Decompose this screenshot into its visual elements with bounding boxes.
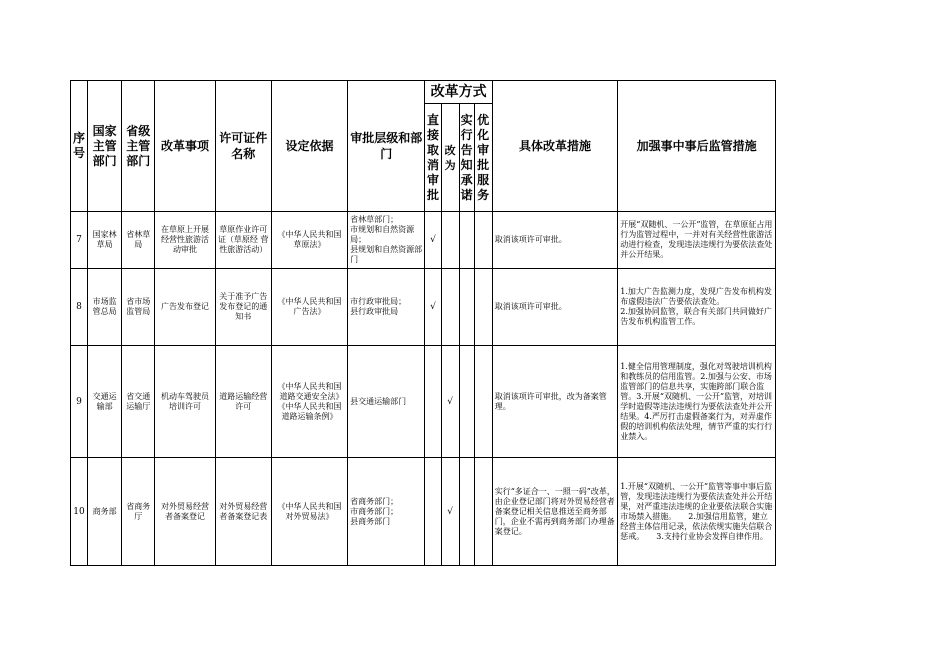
header-mode-cancel: 直接取消审批 bbox=[425, 104, 441, 212]
row-cancel-check bbox=[425, 458, 441, 566]
row-provincial-dept: 省林草局 bbox=[122, 212, 155, 269]
header-provincial-dept: 省级主管部门 bbox=[122, 81, 155, 212]
row-filing-check: √ bbox=[441, 346, 459, 458]
row-legal-basis: 《中华人民共和国草原法》 bbox=[271, 212, 347, 269]
header-reform-item: 改革事项 bbox=[155, 81, 215, 212]
row-seq: 8 bbox=[71, 269, 88, 346]
row-reform-item: 机动车驾驶员培训许可 bbox=[155, 346, 215, 458]
row-legal-basis: 《中华人民共和国对外贸易法》 bbox=[271, 458, 347, 566]
row-approval-level: 市行政审批局； 县行政审批局 bbox=[348, 269, 425, 346]
row-notify-check bbox=[459, 458, 474, 566]
header-mode-notify: 实行告知承诺 bbox=[459, 104, 474, 212]
row-filing-check bbox=[441, 269, 459, 346]
row-supervision: 1.开展“双随机、一公开”监管等事中事后监管，发现违法违规行为要依法查处并公开结果，对严重违法违规的企业要依法联合实施市场禁入措施。 2.加强信用监管，建立经营主体信用记录，依法依规实施失信联合惩戒。 3.支持行业协会发挥自律作用。 bbox=[618, 458, 776, 566]
row-optimize-check bbox=[474, 212, 492, 269]
row-optimize-check bbox=[474, 458, 492, 566]
reform-table bbox=[70, 80, 776, 566]
table-row bbox=[71, 458, 776, 566]
row-cancel-check: √ bbox=[425, 269, 441, 346]
header-approval-level: 审批层级和部门 bbox=[348, 81, 425, 212]
header-national-dept: 国家主管部门 bbox=[88, 81, 122, 212]
row-notify-check bbox=[459, 212, 474, 269]
row-seq: 9 bbox=[71, 346, 88, 458]
header-license-name: 许可证件名称 bbox=[215, 81, 271, 212]
row-license-name: 草原作业许可证（草原经 营性旅游活动） bbox=[215, 212, 271, 269]
row-legal-basis: 《中华人民共和国广告法》 bbox=[271, 269, 347, 346]
row-supervision: 开展“双随机、一公开”监管，在草原征占用行为监管过程中，一并对有关经营性旅游活动进行检查，发现违法违规行为要依法查处并公开结果。 bbox=[618, 212, 776, 269]
row-reform-item: 广告发布登记 bbox=[155, 269, 215, 346]
row-license-name: 对外贸易经营者备案登记表 bbox=[215, 458, 271, 566]
row-optimize-check bbox=[474, 269, 492, 346]
row-national-dept: 国家林草局 bbox=[88, 212, 122, 269]
row-license-name: 道路运输经营许可 bbox=[215, 346, 271, 458]
row-measures: 取消该项许可审批，改为备案管理。 bbox=[492, 346, 618, 458]
row-measures: 取消该项许可审批。 bbox=[492, 269, 618, 346]
row-optimize-check bbox=[474, 346, 492, 458]
row-measures: 实行“多证合一、一照一码”改革，由企业登记部门将对外贸易经营者备案登记相关信息推送至商务部门，企业不需再到商务部门办理备案登记。 bbox=[492, 458, 618, 566]
row-provincial-dept: 省市场监管局 bbox=[122, 269, 155, 346]
row-cancel-check: √ bbox=[425, 212, 441, 269]
header-legal-basis: 设定依据 bbox=[271, 81, 347, 212]
row-approval-level: 省林草部门； 市规划和自然资源局； 县规划和自然资源部门 bbox=[348, 212, 425, 269]
row-approval-level: 省商务部门； 市商务部门； 县商务部门 bbox=[348, 458, 425, 566]
header-mode-filing: 改为 bbox=[441, 104, 459, 212]
row-provincial-dept: 省商务厅 bbox=[122, 458, 155, 566]
row-filing-check bbox=[441, 212, 459, 269]
row-national-dept: 市场监管总局 bbox=[88, 269, 122, 346]
header-measures: 具体改革措施 bbox=[492, 81, 618, 212]
row-notify-check bbox=[459, 269, 474, 346]
header-reform-mode: 改革方式 bbox=[425, 81, 492, 104]
table-row bbox=[71, 269, 776, 346]
row-seq: 10 bbox=[71, 458, 88, 566]
row-reform-item: 在草原上开展经营性旅游活动审批 bbox=[155, 212, 215, 269]
row-seq: 7 bbox=[71, 212, 88, 269]
table-row bbox=[71, 346, 776, 458]
row-legal-basis: 《中华人民共和国道路交通安全法》 《中华人民共和国道路运输条例》 bbox=[271, 346, 347, 458]
header-mode-optimize: 优化审批服务 bbox=[474, 104, 492, 212]
row-cancel-check bbox=[425, 346, 441, 458]
row-measures: 取消该项许可审批。 bbox=[492, 212, 618, 269]
row-approval-level: 县交通运输部门 bbox=[348, 346, 425, 458]
header-seq: 序号 bbox=[71, 81, 88, 212]
row-provincial-dept: 省交通运输厅 bbox=[122, 346, 155, 458]
header-supervision: 加强事中事后监管措施 bbox=[618, 81, 776, 212]
row-license-name: 关于准予广告发布登记的通知书 bbox=[215, 269, 271, 346]
row-national-dept: 商务部 bbox=[88, 458, 122, 566]
row-filing-check: √ bbox=[441, 458, 459, 566]
row-supervision: 1.健全信用管理制度，强化对驾驶培训机构和教练员的信用监管。2.加强与公安、市场监管部门的信息共享，实施跨部门联合监管。3.开展“双随机、一公开”监管，对培训学时造假等违法违规行为要依法查处并公开结果。4.严厉打击虚假备案行为，对弄虚作假的培训机构依法处理，情节严重的实行行业禁入。 bbox=[618, 346, 776, 458]
table-row bbox=[71, 212, 776, 269]
row-reform-item: 对外贸易经营者备案登记 bbox=[155, 458, 215, 566]
row-notify-check bbox=[459, 346, 474, 458]
row-supervision: 1.加大广告监测力度，发现广告发布机构发布虚假违法广告要依法查处。 2.加强协同监管，联合有关部门共同做好广告发布机构监管工作。 bbox=[618, 269, 776, 346]
row-national-dept: 交通运输部 bbox=[88, 346, 122, 458]
